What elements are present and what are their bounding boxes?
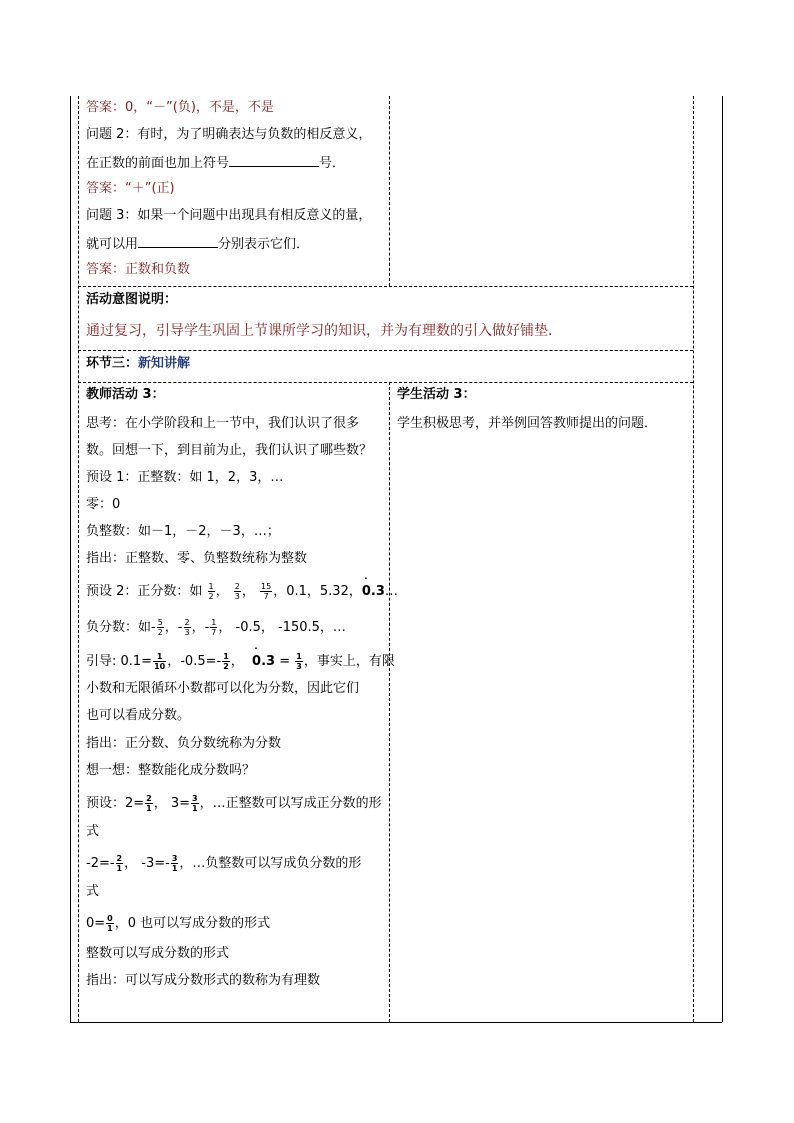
- point-1: 指出：正整数、零、负整数统称为整数: [86, 551, 308, 566]
- repeating-decimal: 0.3 ˙: [362, 584, 385, 599]
- link-three-label: 环节三：: [86, 356, 139, 371]
- fraction-numerator: 2: [116, 854, 123, 863]
- guide-label: 引导: 0.1=: [86, 654, 153, 669]
- fraction-numerator: 3: [192, 794, 198, 803]
- question-3-line-2: [86, 235, 309, 253]
- link-three-heading: [86, 356, 190, 372]
- fraction-numerator: 0: [107, 914, 113, 923]
- fraction-denominator: 3: [184, 628, 190, 637]
- negative-integer-suffix: ，…负整数可以写成负分数的形: [179, 856, 362, 871]
- table-bottom-border: [70, 1022, 722, 1023]
- column-divider-top: [389, 96, 390, 286]
- student-activity-heading: 学生活动 3：: [397, 387, 476, 402]
- fraction-denominator: 1: [192, 804, 198, 813]
- guide-suffix: ，事实上，有限: [303, 654, 395, 669]
- preset-2-label: 预设 2：正分数：如: [86, 584, 203, 599]
- preset-2: 预设 2：正分数：如 $\frac{1}{2}$ ， $\frac{2}{3}$ ， $\frac{15}{7}$ ，0.1，5.32，0.3 ˙…: [86, 582, 398, 601]
- question-2-line-1: 问题 2：有时，为了明确表达与负数的相反意义，: [86, 127, 372, 142]
- answer-3: 答案：正数和负数: [86, 262, 191, 277]
- fraction-numerator: 1: [296, 652, 302, 661]
- preset-3-suffix: ，…正整数可以写成正分数的形: [199, 796, 382, 811]
- fraction-denominator: 1: [146, 804, 152, 813]
- fraction-denominator: 3: [296, 662, 302, 671]
- fraction-three-over-one: [191, 794, 199, 813]
- guide-middle: ，-0.5=-: [167, 654, 222, 669]
- fraction-negative-three-over-one: [171, 854, 179, 873]
- student-activity-text: 学生积极思考，并举例回答教师提出的问题．: [397, 416, 658, 431]
- fraction-two-over-one: [145, 794, 153, 813]
- negative-fractions-label: 负分数：如-: [86, 620, 156, 635]
- teacher-think-line-1: 思考：在小学阶段和上一节中，我们认识了很多: [86, 416, 360, 431]
- fraction-numerator: 5: [157, 618, 163, 627]
- teacher-think-line-2: 数。回想一下，到目前为止，我们认识了哪些数？: [86, 443, 373, 458]
- fraction-numerator: 1: [211, 618, 217, 627]
- negative-fractions: 负分数：如- $\frac{5}{2}$ ，- $\frac{2}{3}$ ，- $\frac{1}{7}$ ， -0.5， -150.5，…: [86, 618, 346, 637]
- fraction-one-half: [208, 582, 215, 601]
- think-question: 想一想：整数能化成分数吗？: [86, 763, 256, 778]
- preset-2-values: 0.1，5.32，: [286, 584, 362, 599]
- fraction-denominator: 10: [154, 662, 166, 671]
- point-3: 指出：可以写成分数形式的数称为有理数: [86, 973, 321, 988]
- answer-1: 答案：0，“－”(负)，不是，不是: [86, 100, 274, 115]
- negative-two-label: -2=-: [86, 856, 115, 871]
- preset-3-end: 式: [86, 824, 100, 839]
- zero-fraction-suffix: ，0 也可以写成分数的形式: [114, 916, 271, 931]
- fraction-two-thirds: [234, 582, 241, 601]
- fraction-denominator: 2: [157, 628, 163, 637]
- repeating-decimal-guide: 0.3 ˙: [252, 654, 275, 669]
- row-divider-1: [78, 286, 693, 287]
- intent-text: 通过复习，引导学生巩固上节课所学习的知识，并为有理数的引入做好铺垫．: [86, 323, 562, 339]
- integer-as-fraction: 整数可以写成分数的形式: [86, 946, 230, 961]
- fraction-numerator: 1: [153, 652, 166, 662]
- column-divider-bottom: [389, 382, 390, 1022]
- preset-3-middle: ， 3=: [153, 796, 191, 811]
- question-3-line-1: 问题 3：如果一个问题中出现具有相反意义的量，: [86, 208, 372, 223]
- point-2: 指出：正分数、负分数统称为分数: [86, 736, 282, 751]
- link-three-title: 新知讲解: [138, 356, 191, 371]
- zero-fraction-label: 0=: [86, 916, 106, 931]
- question-3-suffix: 分别表示它们．: [218, 237, 310, 252]
- negative-integer-end: 式: [86, 884, 100, 899]
- row-divider-3: [78, 382, 693, 383]
- table-right-border: [722, 96, 723, 1022]
- fraction-fifteen-sevenths: [260, 582, 272, 601]
- fraction-numerator: 3: [171, 854, 178, 863]
- fraction-denominator: 1: [107, 924, 113, 933]
- fraction-denominator: 3: [234, 592, 240, 601]
- preset-3-label: 预设：2=: [86, 796, 145, 811]
- teacher-activity-heading: 教师活动 3：: [86, 387, 165, 402]
- question-3-text: 就可以用: [86, 237, 139, 252]
- question-2-suffix: 号．: [319, 156, 346, 171]
- fraction-one-seventh-negative: [210, 618, 217, 637]
- row-divider-2: [78, 350, 693, 351]
- fraction-numerator: 1: [208, 582, 214, 591]
- question-2-text: 在正数的前面也加上符号: [86, 156, 230, 171]
- preset-2-ellipsis: …: [384, 584, 398, 599]
- fraction-negative-two-over-one: [116, 854, 124, 873]
- fraction-denominator: 1: [116, 864, 123, 873]
- fraction-numerator: 2: [146, 794, 152, 803]
- table-inner-left-border: [78, 96, 79, 1022]
- fraction-denominator: 7: [211, 628, 217, 637]
- fill-blank-1: [229, 154, 319, 167]
- fraction-denominator: 2: [208, 592, 214, 601]
- fraction-denominator: 7: [263, 592, 269, 601]
- answer-2: 答案：“＋”(正): [86, 181, 175, 196]
- negative-fraction-values: -0.5， -150.5，…: [235, 620, 346, 635]
- zero-fraction: [86, 914, 270, 933]
- fraction-one-half-bold: [222, 652, 230, 671]
- intent-heading: 活动意图说明：: [86, 292, 178, 307]
- preset-1: 预设 1：正整数：如 1，2，3，…: [86, 470, 284, 485]
- fraction-two-thirds-negative: [184, 618, 191, 637]
- fraction-numerator: 2: [234, 582, 240, 591]
- fraction-one-third: [295, 652, 303, 671]
- question-2-line-2: [86, 154, 345, 172]
- fraction-numerator: 1: [223, 652, 229, 661]
- negative-three-label: ， -3=-: [124, 856, 170, 871]
- fraction-one-tenth: [153, 652, 166, 671]
- guide-line-2: 小数和无限循环小数都可以化为分数，因此它们: [86, 681, 360, 696]
- fraction-five-halves: [157, 618, 164, 637]
- fraction-denominator: 1: [171, 864, 178, 873]
- fraction-zero-over-one: [106, 914, 114, 933]
- zero-line: 零：0: [86, 497, 121, 512]
- guide-line-1: 引导: 0.1= $\frac{1}{10}$ ，-0.5=- $\frac{1}{2}$ ， 0.3 ˙ = $\frac{1}{3}$ ，事实上，有限: [86, 652, 395, 671]
- table-inner-right-border: [693, 96, 694, 1022]
- preset-3: [86, 794, 382, 813]
- fraction-numerator: 2: [184, 618, 190, 627]
- negative-integer-fractions: [86, 854, 361, 873]
- fraction-numerator: 15: [261, 582, 272, 591]
- fraction-denominator: 2: [223, 662, 229, 671]
- fill-blank-2: [138, 235, 218, 248]
- negative-integers: 负整数：如－1，－2，－3，…；: [86, 524, 280, 539]
- guide-line-3: 也可以看成分数。: [86, 708, 191, 723]
- table-left-border: [70, 96, 71, 1022]
